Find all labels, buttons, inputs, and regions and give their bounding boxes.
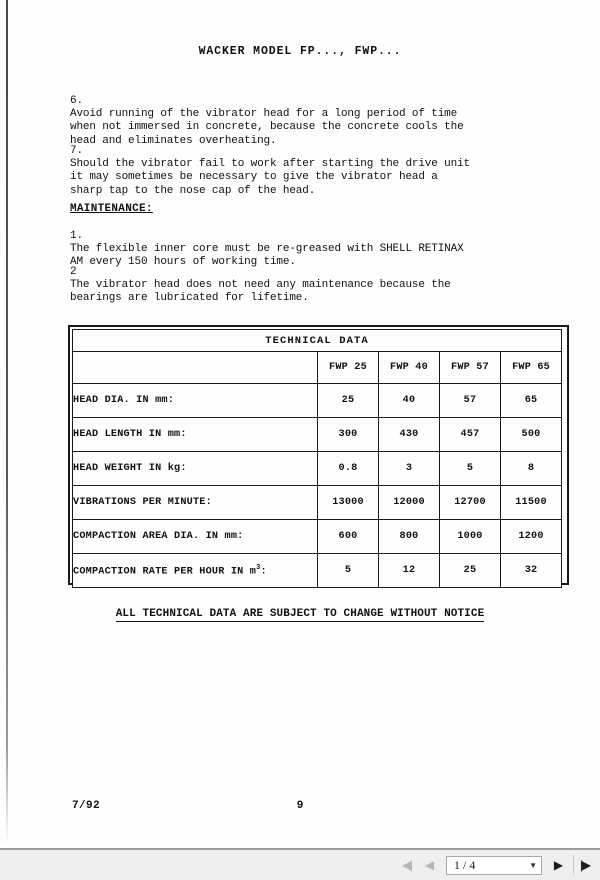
row-value: 3	[379, 452, 440, 486]
previous-page-button[interactable]	[418, 854, 440, 876]
maintenance-line: AM every 150 hours of working time.	[70, 256, 296, 269]
row-label: HEAD WEIGHT IN kg:	[73, 452, 318, 486]
table-row	[73, 418, 562, 452]
numbered-paragraph	[70, 145, 564, 198]
row-value: 25	[440, 554, 501, 588]
row-value: 5	[318, 554, 379, 588]
row-value: 12000	[379, 486, 440, 520]
table-header-cell: FWP 40	[379, 352, 440, 384]
row-value: 13000	[318, 486, 379, 520]
row-value: 32	[501, 554, 562, 588]
table-caption: TECHNICAL DATA	[73, 330, 562, 352]
paragraph-line: Avoid running of the vibrator head for a long period of time	[70, 108, 458, 121]
table-row	[73, 554, 562, 588]
row-label-tail: :	[260, 566, 267, 578]
paragraph-line: Should the vibrator fail to work after starting the drive unit	[70, 158, 470, 171]
row-value: 300	[318, 418, 379, 452]
table-caption-row	[73, 330, 562, 352]
maintenance-item-number: 1.	[70, 230, 83, 242]
table-header-cell: FWP 65	[501, 352, 562, 384]
page-indicator-value: 1 / 4	[454, 857, 476, 872]
maintenance-item-body	[70, 279, 564, 305]
row-value: 1200	[501, 520, 562, 554]
disclaimer-notice	[0, 608, 600, 620]
paragraph-number: 7.	[70, 145, 83, 157]
table-row	[73, 520, 562, 554]
paragraph-line: head and eliminates overheating.	[70, 134, 277, 147]
row-label: HEAD DIA. IN mm:	[73, 384, 318, 418]
pdf-viewer-toolbar	[0, 848, 600, 880]
first-page-button[interactable]	[396, 854, 418, 876]
footer-page-number: 9	[296, 800, 304, 812]
row-value: 500	[501, 418, 562, 452]
row-value: 8	[501, 452, 562, 486]
row-value: 1000	[440, 520, 501, 554]
maintenance-line: The flexible inner core must be re-greased with SHELL RETINAX	[70, 243, 464, 256]
paragraph-body	[70, 158, 564, 198]
row-value: 12	[379, 554, 440, 588]
row-value: 12700	[440, 486, 501, 520]
paragraph-line: when not immersed in concrete, because the concrete cools the	[70, 121, 464, 134]
paragraph-line: it may sometimes be necessary to give the vibrator head a	[70, 171, 438, 184]
table-header-cell: FWP 57	[440, 352, 501, 384]
row-value: 0.8	[318, 452, 379, 486]
row-value: 65	[501, 384, 562, 418]
maintenance-item	[70, 266, 564, 306]
row-label-text: COMPACTION RATE PER HOUR IN m	[73, 566, 257, 578]
table-row	[73, 486, 562, 520]
row-value: 800	[379, 520, 440, 554]
row-value: 57	[440, 384, 501, 418]
disclaimer-text: ALL TECHNICAL DATA ARE SUBJECT TO CHANGE WITHOUT NOTICE	[115, 608, 485, 620]
maintenance-item-number: 2	[70, 266, 77, 278]
last-page-button[interactable]	[574, 854, 596, 876]
technical-data-table	[72, 329, 561, 588]
first-page-icon: ◀|	[401, 858, 413, 872]
row-value: 40	[379, 384, 440, 418]
table-header-blank	[73, 352, 318, 384]
next-page-icon: ▶	[553, 858, 563, 872]
row-label: COMPACTION AREA DIA. IN mm:	[73, 520, 318, 554]
row-label	[73, 554, 318, 588]
paragraph-body	[70, 108, 564, 148]
row-label: VIBRATIONS PER MINUTE:	[73, 486, 318, 520]
row-value: 11500	[501, 486, 562, 520]
table-header-cell: FWP 25	[318, 352, 379, 384]
table-row	[73, 452, 562, 486]
chevron-down-icon: ▼	[529, 860, 537, 870]
page-number-combobox[interactable]	[446, 856, 542, 875]
scan-edge-shadow	[6, 0, 8, 846]
row-value: 600	[318, 520, 379, 554]
row-value: 5	[440, 452, 501, 486]
table-header-row	[73, 352, 562, 384]
maintenance-heading: MAINTENANCE:	[70, 203, 153, 215]
table-row	[73, 384, 562, 418]
row-label: HEAD LENGTH IN mm:	[73, 418, 318, 452]
previous-page-icon: ◀	[424, 858, 434, 872]
next-page-button[interactable]	[547, 854, 569, 876]
row-value: 430	[379, 418, 440, 452]
maintenance-line: bearings are lubricated for lifetime.	[70, 292, 309, 305]
numbered-paragraph	[70, 95, 564, 148]
paragraph-line: sharp tap to the nose cap of the head.	[70, 184, 316, 197]
paragraph-number: 6.	[70, 95, 83, 107]
maintenance-item	[70, 230, 564, 270]
document-header: WACKER MODEL FP..., FWP...	[198, 45, 402, 58]
last-page-icon: |▶	[579, 858, 591, 872]
maintenance-line: The vibrator head does not need any maintenance because the	[70, 279, 451, 292]
footer-date: 7/92	[72, 800, 101, 812]
row-label-superscript: 3	[256, 563, 261, 572]
row-value: 25	[318, 384, 379, 418]
row-value: 457	[440, 418, 501, 452]
